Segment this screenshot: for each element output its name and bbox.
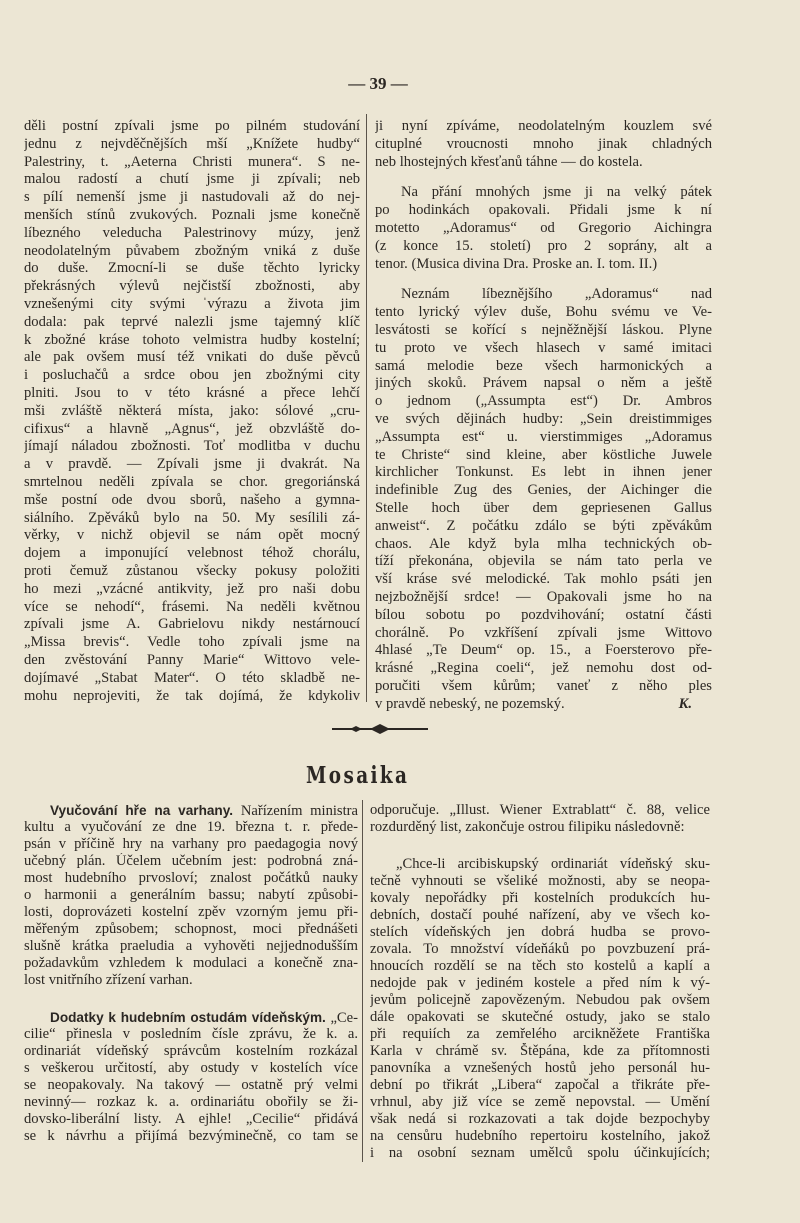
text-line <box>375 482 712 500</box>
line-text: most hudebního prvosloví; znalost počátků nauky <box>24 870 358 886</box>
line-text: jímají náladou zbožnosti. Toť modlitba v duchu <box>24 438 360 455</box>
text-line <box>375 118 712 136</box>
line-text: tíží překonána, objevila se nám tato perla ve <box>375 553 712 570</box>
line-text: ale pak ovšem musí též vnikati do duše pěvců <box>24 349 360 366</box>
text-line <box>370 1128 710 1145</box>
paragraph <box>370 802 710 836</box>
line-text: (z konce 15. století) pro 2 soprány, alt a <box>375 237 712 254</box>
paragraph <box>375 118 712 171</box>
line-text: chorálně. Po vzkříšení zpívali jsme Wittovo <box>375 624 712 641</box>
line-text: smrtelnou neděli zpívala se chor. gregoriánská <box>24 473 360 490</box>
text-line <box>375 411 712 429</box>
text-line <box>24 652 360 670</box>
text-line <box>375 571 712 589</box>
text-line <box>375 678 712 696</box>
line-text: a v pravdě. — Zpívali jsme ji dvakrát. Na <box>24 456 360 473</box>
text-line <box>24 385 360 403</box>
line-text: měřeným způsobem; schopnost, moci přednášeti <box>24 921 358 937</box>
line-text: i posluchačů a srdce obou jen zbožnými city <box>24 367 360 384</box>
line-text: stelích vídeňských jen dobrá hudba se provo- <box>370 924 710 940</box>
bottom-left-column <box>24 802 358 1145</box>
text-line <box>375 393 712 411</box>
line-text: motetto „Adoramus“ od Gregorio Aichingra <box>375 219 712 236</box>
text-line <box>375 518 712 536</box>
paragraph <box>375 286 712 713</box>
text-line <box>24 456 360 474</box>
line-text: kovaly nepořádky při kostelních produkcích hu- <box>370 890 710 906</box>
text-line <box>375 607 712 625</box>
text-line <box>375 238 712 256</box>
text-line <box>375 500 712 518</box>
text-line <box>24 853 358 870</box>
text-line <box>24 260 360 278</box>
text-line <box>375 184 712 202</box>
line-text: vrhnul, aby již více se země nepovstal. — Umění <box>370 1094 710 1110</box>
line-text: Na přání mnohých jsme ji na velký pátek <box>401 184 712 201</box>
text-line <box>370 873 710 890</box>
text-line <box>370 1060 710 1077</box>
line-text: Nařízením ministra <box>233 803 358 819</box>
line-text: i na osobní seznam umělců spolu účinkujících; <box>370 1145 710 1161</box>
line-text: mohu neprojeviti, že tak dojímá, že kdykoliv <box>24 687 360 704</box>
paragraph-lead-in: Dodatky k hudebním ostudám vídeňským. <box>50 1010 326 1025</box>
line-text: hnoucích rozdělí se na těch sto kostelů a kaplí a <box>370 958 710 974</box>
line-text: nejzbožnější srdce! — Opakovali jsme ho na <box>375 588 712 605</box>
paragraph <box>370 856 710 1162</box>
line-text: psán v příčině hry na varhany pro paedagogia nový <box>24 836 358 852</box>
text-line <box>375 536 712 554</box>
line-text: neb lhostejných křesťanů táhne — do kostela. <box>375 153 643 170</box>
text-line <box>24 599 360 617</box>
text-line <box>375 286 712 304</box>
line-text: malou radostí a chutí jsme ji zpívali; neb <box>24 171 360 188</box>
text-line <box>24 474 360 492</box>
text-line <box>375 589 712 607</box>
text-line <box>24 921 358 938</box>
line-text: jednu z nejvděčnějších mší „Knížete hudby“ <box>24 135 360 152</box>
text-line <box>375 464 712 482</box>
line-text: rozdurděný list, zakončuje ostrou filipiku následovně: <box>370 819 685 835</box>
text-line <box>370 1043 710 1060</box>
line-text: do duše. Zmocní-li se duše těchto lyricky <box>24 260 360 277</box>
line-text: se k návrhu a přijímá bezvýminečně, co tam se <box>24 1128 358 1144</box>
line-text: zovala. To množství vídeňáků po povzbuzení prá- <box>370 941 710 957</box>
line-text: „Ce- <box>325 1010 358 1026</box>
line-text: krásné „Regina coeli“, jež nemohu dost od- <box>375 660 712 677</box>
text-line <box>24 367 360 385</box>
line-text: Palestriny, t. „Aeterna Christi munera“. S ne- <box>24 153 360 170</box>
text-line <box>24 118 360 136</box>
text-line <box>370 941 710 958</box>
text-line <box>370 1009 710 1026</box>
text-line <box>370 992 710 1009</box>
line-text: panovníka a vznešených hostů jeho personál hu- <box>370 1060 710 1076</box>
text-line <box>375 625 712 643</box>
bottom-right-column <box>370 802 710 1162</box>
text-line <box>24 1094 358 1111</box>
line-text: s pílí nemenší jsme ji nastudovali až do nej- <box>24 189 360 206</box>
line-text: te Christe“ sind kleine, aber köstliche Juwele <box>375 446 712 463</box>
line-text: ve svých dějinách hudby: „Sein dreistimmiges <box>375 410 712 427</box>
line-text: bílou sobotu po pozdvihování; ostatní části <box>375 606 712 623</box>
line-text: více se nehodí“, frásemi. Na neděli květnou <box>24 598 360 615</box>
line-text: 4hlasé „Te Deum“ op. 15., a Foersterovo pře- <box>375 642 712 659</box>
text-line <box>24 904 358 921</box>
text-line <box>375 447 712 465</box>
line-text: ji nyní zpíváme, neodolatelným kouzlem své <box>375 118 712 134</box>
line-text: k zbožné kráse tohoto velmistra hudby kostelní; <box>24 331 360 348</box>
text-line <box>375 429 712 447</box>
line-text: při requiích za zemřelého arcikněžete Františka <box>370 1026 710 1042</box>
line-text: ho mezi „vzácné antikvity, jež pro naši dobu <box>24 580 360 597</box>
paragraph <box>24 802 358 989</box>
line-text: Neznám líbeznějšího „Adoramus“ nad <box>401 286 712 303</box>
line-text: učebný plán. Účelem učebním jest: podrobná zná- <box>24 853 358 869</box>
column-divider-bottom <box>362 800 363 1162</box>
text-line <box>24 870 358 887</box>
text-line <box>24 438 360 456</box>
line-text: o harmonii a generálním bassu; nabytí způsobi- <box>24 887 358 903</box>
text-line <box>375 220 712 238</box>
text-line <box>370 802 710 819</box>
line-text: děli postní zpívali jsme po pilném studování <box>24 118 360 134</box>
line-text: dební po třikrát „Libera“ započal a třikráte pře- <box>370 1077 710 1093</box>
text-line <box>24 492 360 510</box>
text-line <box>24 972 358 989</box>
line-text: „Missa brevis“. Vedle toho zpívali jsme na <box>24 634 360 651</box>
text-line <box>24 819 358 836</box>
line-text: dojímavé „Stabat Mater“. O této skladbě ne- <box>24 669 360 686</box>
text-line <box>375 696 712 714</box>
line-text: však nedá si rozkazovati a tak dojde bezpochyby <box>370 1111 710 1127</box>
line-text: cilie“ přinesla v posledním čísle zprávu, že k. a. <box>24 1026 358 1042</box>
line-text: „Assumpta est“ u. vierstimmiges „Adoramus <box>375 428 712 445</box>
line-text: s veškerou určitostí, aby ostudy v kostelích více <box>24 1060 358 1076</box>
text-line <box>24 278 360 296</box>
text-line <box>24 1043 358 1060</box>
line-text: věrky, v nichž objevil se nám opět mocný <box>24 527 360 544</box>
line-text: požadavkům vzhledem k modulaci a konečně zna- <box>24 955 358 971</box>
paragraph-lead-in: Vyučování hře na varhany. <box>50 803 234 818</box>
text-line <box>24 296 360 314</box>
text-line <box>24 563 360 581</box>
text-line <box>24 1009 358 1026</box>
text-line <box>375 256 712 274</box>
text-line <box>375 304 712 322</box>
line-text: vší kráse své melodické. Tak mohlo psáti jen <box>375 571 712 588</box>
paragraph <box>24 1009 358 1145</box>
line-text: neodolatelným půvabem zbožným vniká z duše <box>24 242 360 259</box>
page-number: — 39 — <box>348 74 408 93</box>
text-line <box>370 1111 710 1128</box>
line-text: ordinariát vídeňský správcům kostelním rozkázal <box>24 1043 358 1059</box>
text-line <box>24 955 358 972</box>
line-text: po hodinkách opakovali. Přidali jsme k ní <box>375 202 712 219</box>
line-text: cituplné vroucnosti mnoho jinak chladných <box>375 135 712 152</box>
section-heading: Mosaika <box>306 762 410 789</box>
line-text: líbezného veleducha Palestrinovy múzy, jenž <box>24 224 360 241</box>
line-text: plniti. Jsou to v této krásné a přece lehčí <box>24 384 360 401</box>
text-line <box>24 670 360 688</box>
line-text: Stelle hoch über dem gepriesenen Gallus <box>375 499 712 516</box>
text-line <box>370 1094 710 1111</box>
line-text: nevinný— rozkaz k. a. ordinariátu obořily se ži- <box>24 1094 358 1110</box>
text-line <box>24 527 360 545</box>
text-line <box>24 332 360 350</box>
text-line <box>24 349 360 367</box>
line-text: indefinible Zug des Genies, der Aichinger die <box>375 482 712 499</box>
text-line <box>370 856 710 873</box>
text-line <box>24 545 360 563</box>
text-line <box>375 375 712 393</box>
text-line <box>24 314 360 332</box>
line-text: slušně krátka praeludia a vyhověti nejjednodušším <box>24 938 358 954</box>
line-text: kultu a vyučování ze dne 19. března t. r. přede- <box>24 819 358 835</box>
text-line <box>370 907 710 924</box>
line-text: „Chce-li arcibiskupský ordinariát vídeňský sku- <box>396 856 710 872</box>
text-line <box>24 1128 358 1145</box>
line-text: losti, doprovázeti kostelní zpěv vzorným jemu při- <box>24 904 358 920</box>
text-line <box>375 136 712 154</box>
line-text: zpívali jsme A. Gabrielovu nikdy nestárnoucí <box>24 616 360 633</box>
text-line <box>24 225 360 243</box>
text-line <box>24 581 360 599</box>
text-line <box>24 171 360 189</box>
text-line <box>370 1145 710 1162</box>
line-text: dojem a imponující velebnost téhož chorálu, <box>24 545 360 562</box>
paragraph <box>24 118 360 705</box>
text-line <box>375 202 712 220</box>
text-line <box>24 1060 358 1077</box>
text-line <box>24 688 360 706</box>
line-text: tečně vyhnouti se všeliké možnosti, aby se neopa- <box>370 873 710 889</box>
text-line <box>24 802 358 819</box>
text-line <box>24 887 358 904</box>
line-text: lesvátosti se kořící s nejněžnější láskou. Plyne <box>375 321 712 338</box>
top-left-column <box>24 118 360 705</box>
line-text: překrásných výlevů nejčistší zbožnosti, aby <box>24 278 360 295</box>
text-line <box>24 938 358 955</box>
text-line <box>375 660 712 678</box>
text-line <box>24 189 360 207</box>
text-line <box>370 975 710 992</box>
line-text: na censůru hudebního repertoiru kostelního, jakož <box>370 1128 710 1144</box>
text-line <box>370 819 710 836</box>
column-divider-top <box>366 114 367 702</box>
line-text: dovsko-liberální listy. A ejhle! „Cecilie“ přidává <box>24 1111 358 1127</box>
line-text: nedojde pak v jediném kostele a před ním k vý- <box>370 975 710 991</box>
line-text: dále opakovati se skutečné ostudy, jako se stalo <box>370 1009 710 1025</box>
line-text: lost vnitřního zřízení varhan. <box>24 972 193 988</box>
paragraph <box>375 184 712 273</box>
line-text: debních, dostačí pouhé nařízení, aby ve všech ko- <box>370 907 710 923</box>
text-line <box>24 634 360 652</box>
text-line <box>375 154 712 172</box>
line-text: tu proto ve všech hlasech v samé imitaci <box>375 339 712 356</box>
text-line <box>375 642 712 660</box>
line-text: den zvěstování Panny Marie“ Wittovo vele- <box>24 651 360 668</box>
ornament-divider <box>330 722 430 736</box>
line-text: menších stínů zvukových. Poznali jsme konečně <box>24 206 360 223</box>
line-text: anweist“. Z počátku zdálo se býti zpěvákům <box>375 517 712 534</box>
text-line <box>24 616 360 634</box>
line-text: proti čemuž zůstanou všecky pokusy položiti <box>24 562 360 579</box>
line-text: siálního. Zpěváků bylo na 50. My sesílili zá- <box>24 509 360 526</box>
text-line <box>24 421 360 439</box>
line-text: o jednom („Assumpta est“) Dr. Ambros <box>375 393 712 410</box>
line-text: samá melodie beze všech harmonických a <box>375 357 712 374</box>
text-line <box>24 1077 358 1094</box>
text-line <box>24 154 360 172</box>
text-line <box>370 958 710 975</box>
text-line <box>375 358 712 376</box>
text-line <box>370 1026 710 1043</box>
line-text: chaos. Ale když byla mlha technických ob- <box>375 535 712 552</box>
text-line <box>24 136 360 154</box>
line-text: kirchlicher Tonkunst. Es lebt in ihnen jener <box>375 464 712 481</box>
text-line <box>370 890 710 907</box>
line-text: mši zvláště některá místa, jako: sólové „cru- <box>24 402 360 419</box>
text-line <box>375 553 712 571</box>
line-text: jevům policejně zapovězeným. Nebudou pak ovšem <box>370 992 710 1008</box>
line-text: dodala: pak teprvé nalezli jsme tajemný klíč <box>24 313 360 330</box>
text-line <box>370 924 710 941</box>
line-text: mše postní ode dvou sborů, našeho a gymna- <box>24 491 360 508</box>
text-line <box>24 207 360 225</box>
text-line <box>24 510 360 528</box>
line-text: odporučuje. „Illust. Wiener Extrablatt“ č. 88, velice <box>370 802 710 818</box>
text-line <box>375 322 712 340</box>
line-text: tenor. (Musica divina Dra. Proske an. I. tom. II.) <box>375 255 658 272</box>
text-line <box>24 1111 358 1128</box>
top-right-column <box>375 118 712 714</box>
line-text: jiných skoků. Právem napsal o něm a ještě <box>375 375 712 392</box>
line-text: se neopakovaly. Na takový — ostatně prý velmi <box>24 1077 358 1093</box>
text-line <box>24 836 358 853</box>
line-text: Karla v chrámě sv. Štěpána, kde za přítomnosti <box>370 1043 710 1059</box>
text-line <box>24 403 360 421</box>
author-signature: K. <box>678 695 692 712</box>
line-text: cifixus“ a hlavně „Agnus“, jež obzvláště do- <box>24 420 360 437</box>
text-line <box>370 1077 710 1094</box>
line-text: tento lyrický výlev duše, Bohu svému ve Ve- <box>375 304 712 321</box>
line-text: poručiti všem kůrům; vaneť z něho ples <box>375 677 712 694</box>
line-text: v pravdě nebeský, ne pozemský. <box>375 695 565 712</box>
text-line <box>24 1026 358 1043</box>
line-text: vznešenými city svými ˈvýrazu a života jim <box>24 295 360 312</box>
text-line <box>24 243 360 261</box>
text-line <box>375 340 712 358</box>
